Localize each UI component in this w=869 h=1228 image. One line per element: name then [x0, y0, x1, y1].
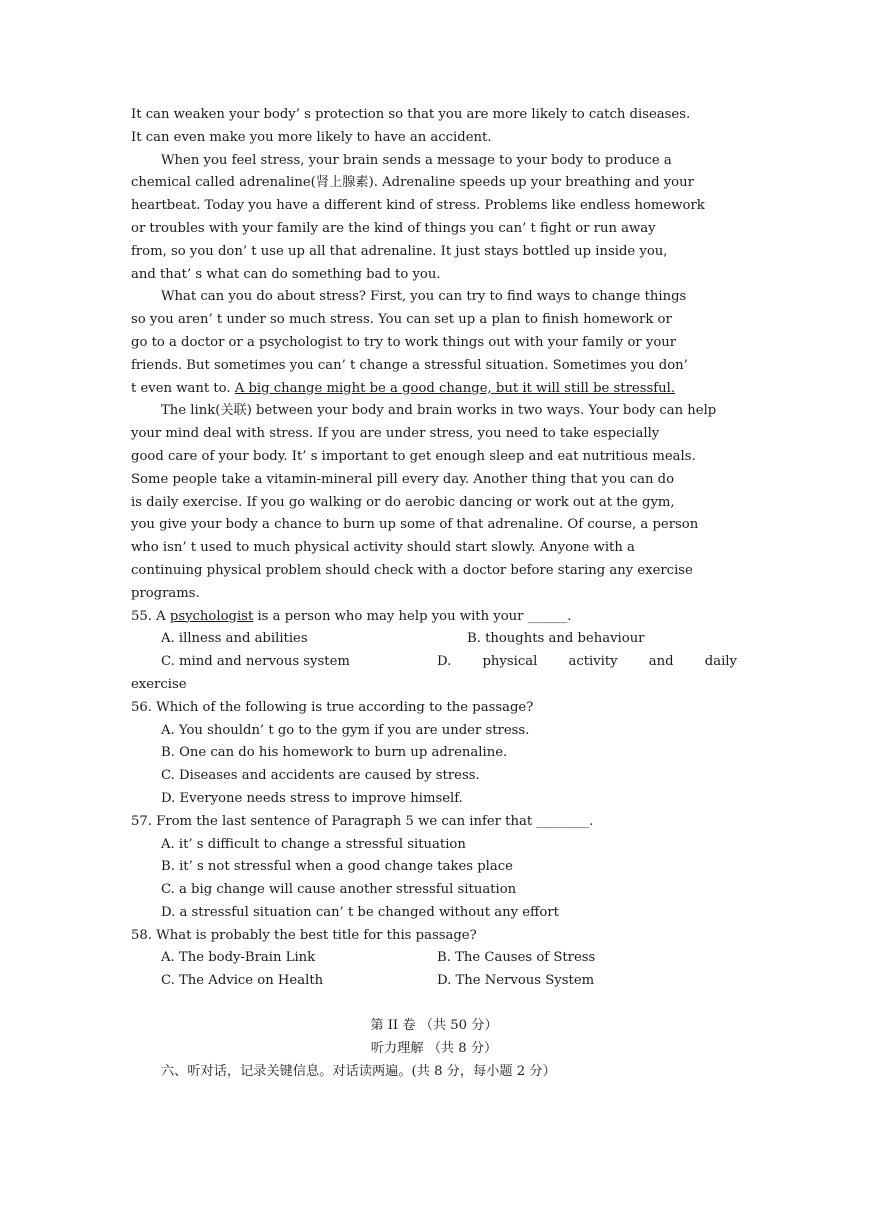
option-d-word: physical	[482, 654, 538, 670]
option-a: A. it’ s difficult to change a stressful situation	[161, 836, 466, 852]
paragraph-1	[131, 104, 737, 150]
option-c: C. mind and nervous system	[161, 654, 350, 670]
option-b: B. One can do his homework to burn up adrenaline.	[161, 745, 508, 761]
text-line: What can you do about stress? First, you can try to find ways to change things	[161, 289, 687, 305]
option-a: A. The body-Brain Link	[161, 950, 316, 966]
question-stem: 57. From the last sentence of Paragraph 5 we can infer that ________.	[131, 813, 594, 829]
text-plain: t even want to.	[131, 380, 235, 396]
option-d-word: daily	[704, 654, 737, 670]
text-line: from, so you don’ t use up all that adrenaline. It just stays bottled up inside you,	[131, 243, 668, 259]
question-57	[131, 811, 737, 925]
text-line: your mind deal with stress. If you are under stress, you need to take especially	[131, 426, 660, 442]
stem-suffix: is a person who may help you with your ______.	[253, 608, 572, 624]
text-line: go to a doctor or a psychologist to try to work things out with your family or your	[131, 334, 677, 350]
underlined-word: psychologist	[169, 608, 254, 624]
option-row	[131, 947, 737, 970]
section-title: 第 II 卷 （共 50 分）	[370, 1018, 498, 1034]
option-d: D. Everyone needs stress to improve himself.	[161, 790, 463, 806]
option-a: A. You shouldn’ t go to the gym if you are under stress.	[161, 722, 530, 738]
paragraph-2	[131, 150, 737, 287]
option-d-wrap: exercise	[131, 676, 187, 692]
text-line: friends. But sometimes you can’ t change a stressful situation. Sometimes you don’	[131, 357, 688, 373]
option-b: B. it’ s not stressful when a good change takes place	[161, 859, 513, 875]
spacer	[131, 993, 737, 1015]
text-line: It can even make you more likely to have an accident.	[131, 129, 492, 145]
section-subtitle: 听力理解 （共 8 分）	[370, 1040, 498, 1056]
option-b: B. thoughts and behaviour	[467, 631, 645, 647]
section-header	[131, 1015, 737, 1083]
option-d	[437, 651, 737, 674]
option-c: C. a big change will cause another stressful situation	[161, 882, 517, 898]
question-55	[131, 606, 737, 697]
text-line: continuing physical problem should check with a doctor before staring any exercise	[131, 562, 693, 578]
text-line: It can weaken your body’ s protection so that you are more likely to catch diseases.	[131, 107, 691, 122]
text-line: When you feel stress, your brain sends a message to your body to produce a	[161, 152, 672, 168]
text-line	[131, 378, 737, 401]
question-stem: 56. Which of the following is true according to the passage?	[131, 699, 534, 715]
option-c: C. Diseases and accidents are caused by stress.	[161, 768, 480, 784]
document-page	[131, 104, 737, 1083]
option-d: D. The Nervous System	[437, 973, 595, 989]
question-stem	[131, 606, 737, 629]
option-c: C. The Advice on Health	[161, 973, 324, 989]
stem-prefix: 55. A	[131, 608, 170, 624]
option-d-word: activity	[568, 654, 618, 670]
text-line: is daily exercise. If you go walking or do aerobic dancing or work out at the gym,	[131, 494, 675, 510]
text-line: heartbeat. Today you have a different kind of stress. Problems like endless homework	[131, 198, 705, 214]
text-line: and that’ s what can do something bad to you.	[131, 266, 441, 282]
section-instruction: 六、听对话，记录关键信息。对话读两遍。(共 8 分，每小题 2 分）	[161, 1063, 556, 1079]
option-d-word: D.	[437, 654, 452, 670]
text-line: who isn’ t used to much physical activity should start slowly. Anyone with a	[131, 540, 635, 556]
question-58	[131, 925, 737, 993]
underlined-sentence: A big change might be a good change, but it will still be stressful.	[234, 380, 676, 396]
paragraph-4	[131, 400, 737, 605]
option-a: A. illness and abilities	[161, 631, 308, 647]
option-row	[131, 970, 737, 993]
question-56	[131, 697, 737, 811]
text-line: programs.	[131, 585, 200, 601]
option-row	[131, 651, 737, 674]
option-b: B. The Causes of Stress	[437, 950, 596, 966]
option-d: D. a stressful situation can’ t be changed without any effort	[161, 904, 559, 920]
text-line: The link(关联) between your body and brain works in two ways. Your body can help	[161, 403, 717, 419]
text-line: so you aren’ t under so much stress. You can set up a plan to finish homework or	[131, 312, 672, 328]
text-line: good care of your body. It’ s important to get enough sleep and eat nutritious meals.	[131, 448, 696, 464]
text-line: you give your body a chance to burn up some of that adrenaline. Of course, a person	[131, 517, 699, 533]
text-line: or troubles with your family are the kind of things you can’ t fight or run away	[131, 220, 656, 236]
question-stem: 58. What is probably the best title for this passage?	[131, 927, 477, 943]
paragraph-3	[131, 286, 737, 400]
text-line: chemical called adrenaline(肾上腺素). Adrenaline speeds up your breathing and your	[131, 175, 694, 191]
text-line: Some people take a vitamin-mineral pill every day. Another thing that you can do	[131, 471, 675, 487]
option-d-word: and	[648, 654, 674, 670]
option-row	[131, 628, 737, 651]
